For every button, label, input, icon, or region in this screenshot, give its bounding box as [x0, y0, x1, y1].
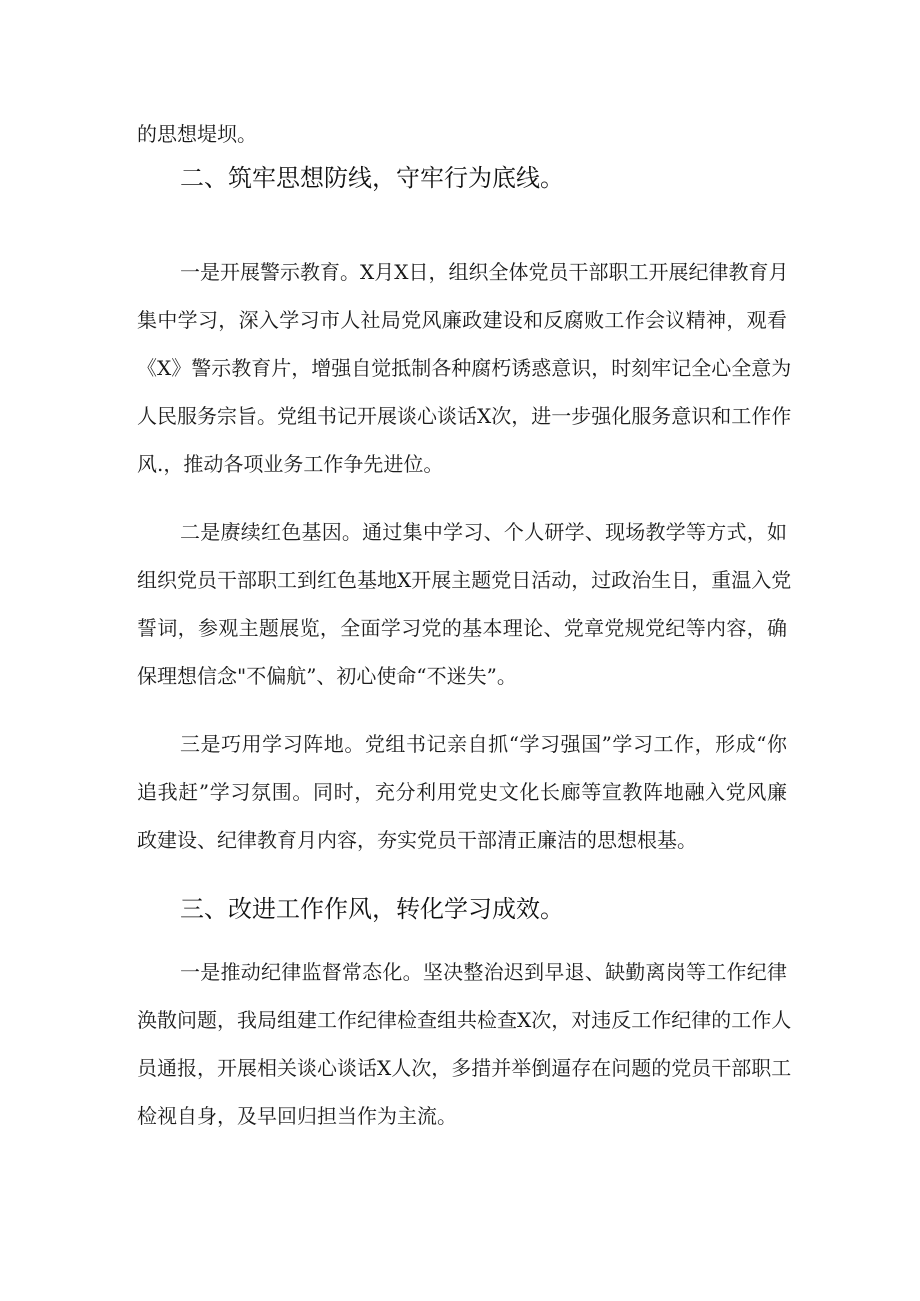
paragraph-line: 《X》警示教育片，增强自觉抵制各种腐朽诱惑意识，时刻牢记全心全意为 [137, 356, 792, 380]
paragraph-line: 三是巧用学习阵地。党组书记亲自抓“学习强国”学习工作，形成“你 [180, 732, 787, 756]
paragraph-line: 组织党员干部职工到红色基地X开展主题党日活动，过政治生日，重温入党 [137, 568, 792, 592]
continuation-line: 的思想堤坝。 [137, 122, 257, 146]
paragraph-line: 一是开展警示教育。X月X日，组织全体党员干部职工开展纪律教育月 [180, 260, 789, 284]
paragraph-line: 集中学习，深入学习市人社局党风廉政建设和反腐败工作会议精神，观看 [137, 308, 787, 332]
paragraph-line: 二是赓续红色基因。通过集中学习、个人研学、现场教学等方式，如 [180, 520, 787, 544]
paragraph-line: 政建设、纪律教育月内容，夯实党员干部清正廉洁的思想根基。 [137, 828, 697, 852]
section-heading-2: 二、筑牢思想防线，守牢行为底线。 [180, 164, 564, 192]
paragraph-line: 追我赶”学习氛围。同时，充分利用党史文化长廊等宣教阵地融入党风廉 [137, 780, 787, 804]
paragraph-line: 人民服务宗旨。党组书记开展谈心谈话X次，进一步强化服务意识和工作作 [137, 404, 792, 428]
paragraph-line: 员通报，开展相关谈心谈话X人次，多措并举倒逼存在问题的党员干部职工 [137, 1056, 792, 1080]
paragraph-line: 涣散问题，我局组建工作纪律检查组共检查X次，对违反工作纪律的工作人 [137, 1008, 792, 1032]
paragraph-line: 风.，推动各项业务工作争先进位。 [137, 452, 444, 476]
paragraph-line: 保理想信念"不偏航”、初心使命“不迷失”。 [137, 664, 517, 688]
paragraph-line: 检视自身，及早回归担当作为主流。 [137, 1104, 457, 1128]
paragraph-line: 一是推动纪律监督常态化。坚决整治迟到早退、缺勤离岗等工作纪律 [180, 960, 787, 984]
section-heading-3: 三、改进工作作风，转化学习成效。 [180, 895, 564, 923]
paragraph-line: 誓词，参观主题展览，全面学习党的基本理论、党章党规党纪等内容，确 [137, 616, 787, 640]
